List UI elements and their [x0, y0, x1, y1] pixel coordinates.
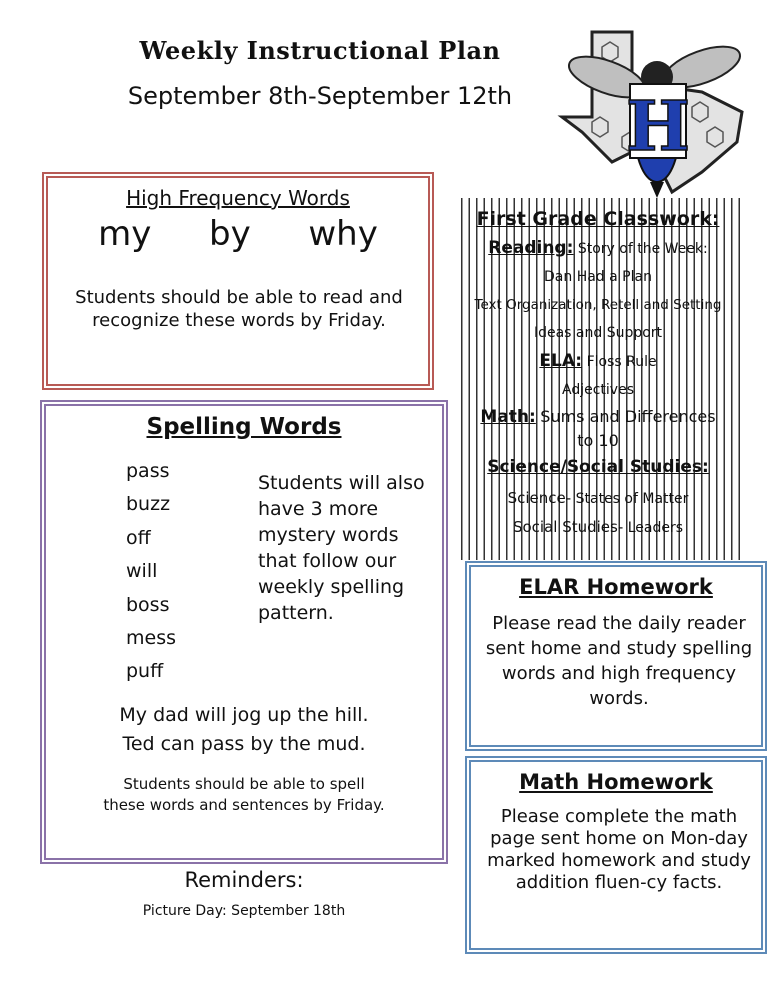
- mystery-words-note: Students will also have 3 more mystery words that follow our weekly spelling pattern.: [258, 472, 425, 624]
- elar-homework-box: [465, 561, 767, 751]
- high-frequency-note-line2: recognize these words by Friday.: [92, 310, 386, 331]
- classwork-science-heading: [455, 451, 741, 484]
- reminder-item: Picture Day: September 18th: [142, 903, 346, 919]
- classwork-math-row: [455, 404, 741, 431]
- logo-letter: H: [625, 87, 691, 167]
- spelling-word: will: [126, 560, 158, 583]
- spelling-word: mess: [126, 626, 176, 649]
- elar-homework-body: Please read the daily reader sent home and study spelling words and high frequency words.: [485, 613, 753, 709]
- high-frequency-note-line1: Students should be able to read and: [75, 287, 403, 308]
- spelling-word: off: [126, 526, 151, 549]
- classwork-ela-row: [455, 347, 741, 376]
- math-label: Math:: [480, 407, 536, 427]
- math-text-2: to 10: [577, 431, 619, 450]
- math-homework-body: Please complete the math page sent home on Mon-day marked homework and study addition fluen-cy facts.: [487, 806, 751, 893]
- spelling-title: Spelling Words: [146, 414, 342, 440]
- reading-label: Reading:: [488, 238, 574, 258]
- reading-text: Story of the Week:: [577, 241, 708, 257]
- science-text: States of Matter: [575, 491, 689, 507]
- high-frequency-words: my by why: [98, 214, 378, 254]
- spelling-note-line1: Students should be able to spell: [123, 775, 365, 793]
- classwork-reading-row: [455, 234, 741, 263]
- spelling-note-line2: these words and sentences by Friday.: [103, 796, 385, 814]
- date-range: September 8th-September 12th: [127, 82, 513, 110]
- ela-text-2: Adjectives: [562, 382, 634, 398]
- spelling-word: buzz: [126, 493, 171, 516]
- spelling-sentence-1: My dad will jog up the hill.: [119, 704, 369, 726]
- high-frequency-box: [42, 172, 434, 390]
- science-label: Science-: [507, 489, 572, 507]
- math-homework-box: [465, 756, 767, 954]
- story-title: Dan Had a Plan: [544, 269, 652, 285]
- high-frequency-note: [64, 286, 414, 332]
- reading-skills: Text Organization, Retell and Setting: [474, 297, 722, 313]
- spelling-note: [46, 774, 442, 816]
- spelling-word: pass: [126, 460, 170, 482]
- page-title: Weekly Instructional Plan: [139, 36, 501, 65]
- spelling-word: puff: [126, 660, 164, 683]
- classwork-social-row: [455, 513, 741, 542]
- elar-homework-title: ELAR Homework: [519, 575, 713, 599]
- spelling-word-list: [126, 458, 176, 692]
- spelling-sentence-2: Ted can pass by the mud.: [122, 733, 366, 755]
- math-homework-title: Math Homework: [519, 770, 713, 794]
- ela-text: Floss Rule: [586, 354, 657, 370]
- classwork-science-row: [455, 484, 741, 513]
- spelling-box: [40, 400, 448, 864]
- reading-skills-2: Ideas and Support: [533, 325, 663, 341]
- classwork-panel: [455, 198, 741, 560]
- classwork-title: First Grade Classwork:: [476, 208, 720, 230]
- reminders-title: Reminders:: [184, 868, 304, 892]
- ela-label: ELA:: [539, 351, 583, 371]
- classwork-content: [455, 198, 741, 542]
- social-text: Leaders: [627, 520, 684, 536]
- math-text: Sums and Differences: [540, 407, 716, 426]
- logo-graphic: [552, 22, 752, 198]
- hornet-texas-logo: [552, 22, 752, 198]
- high-frequency-title: High Frequency Words: [126, 186, 350, 210]
- social-label: Social Studies-: [512, 518, 624, 536]
- spelling-word: boss: [126, 593, 170, 616]
- science-social-label: Science/Social Studies:: [487, 457, 709, 477]
